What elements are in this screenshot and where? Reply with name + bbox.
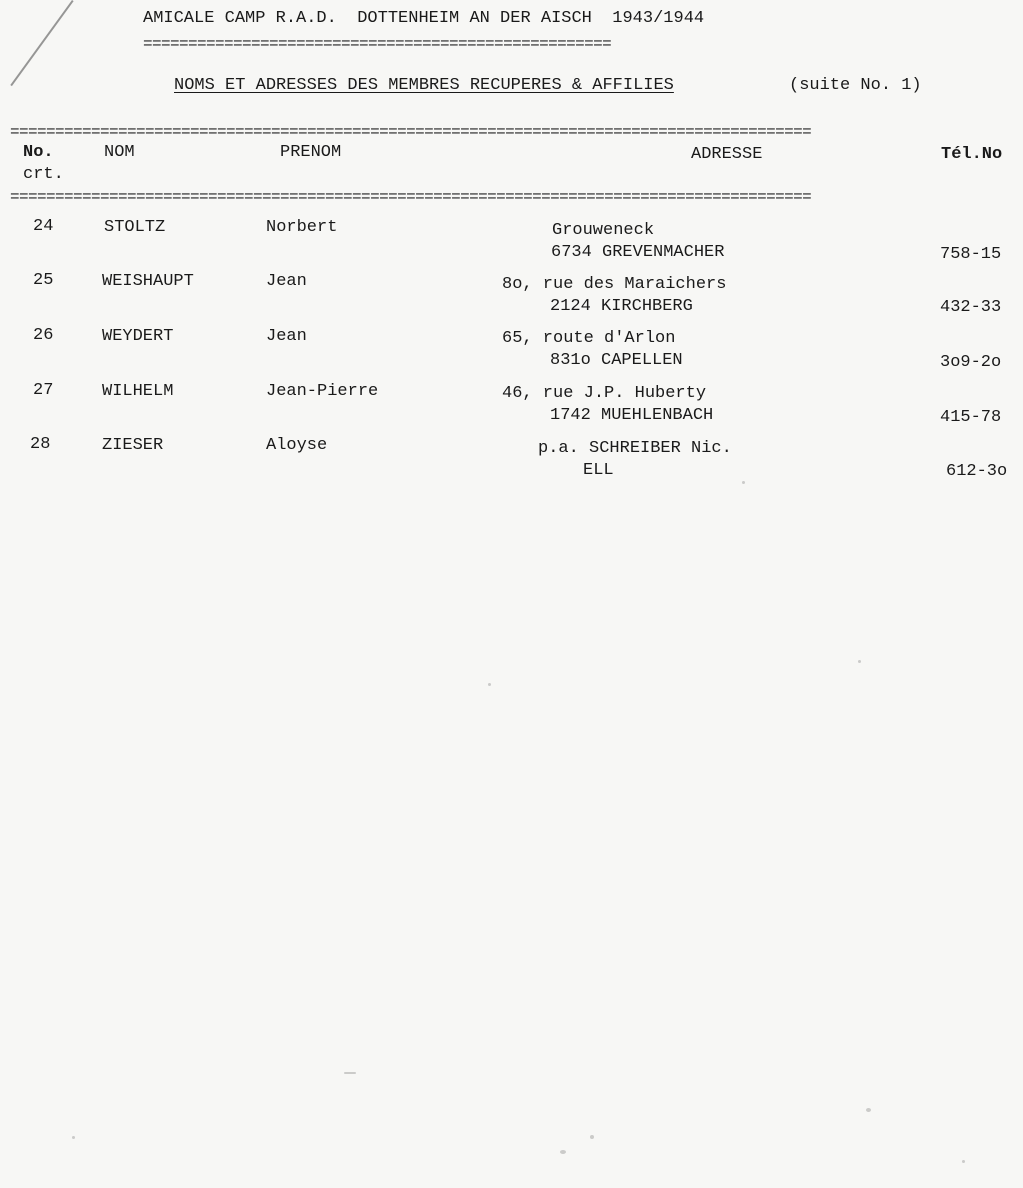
row-address-line2: 2124 KIRCHBERG	[550, 297, 693, 316]
row-number: 24	[33, 217, 54, 236]
scan-speck	[742, 481, 745, 484]
row-address-line2: ELL	[583, 461, 614, 480]
row-telephone: 3o9-2o	[940, 353, 1002, 372]
table-header-rule: =========================================================================================	[10, 188, 812, 206]
row-number: 26	[33, 326, 54, 345]
row-nom: ZIESER	[102, 436, 164, 455]
column-header-no-line2: crt.	[23, 165, 64, 184]
margin-pen-stroke	[10, 0, 73, 86]
row-address-line2: 6734 GREVENMACHER	[551, 243, 725, 262]
column-header-adresse: ADRESSE	[691, 145, 763, 164]
document-subtitle-suffix: (suite No. 1)	[789, 76, 922, 95]
column-header-prenom: PRENOM	[280, 143, 342, 162]
row-address-line1: p.a. SCHREIBER Nic.	[538, 439, 732, 458]
row-number: 28	[30, 435, 51, 454]
row-nom: WEYDERT	[102, 327, 174, 346]
row-address-line1: 8o, rue des Maraichers	[502, 275, 727, 294]
row-address-line2: 1742 MUEHLENBACH	[550, 406, 714, 425]
row-number: 25	[33, 271, 54, 290]
row-prenom: Jean	[266, 327, 307, 346]
row-nom: STOLTZ	[104, 218, 166, 237]
row-nom: WILHELM	[102, 382, 174, 401]
row-telephone: 415-78	[940, 408, 1002, 427]
row-number: 27	[33, 381, 54, 400]
scan-speck	[488, 683, 491, 686]
scan-speck	[866, 1108, 871, 1112]
column-header-no: No.	[23, 143, 54, 162]
row-prenom: Aloyse	[266, 436, 328, 455]
row-telephone: 612-3o	[946, 462, 1008, 481]
column-header-nom: NOM	[104, 143, 135, 162]
document-title: AMICALE CAMP R.A.D. DOTTENHEIM AN DER AISCH 1943/1944	[143, 9, 705, 28]
scan-speck	[590, 1135, 594, 1139]
scan-speck	[858, 660, 861, 663]
scan-speck	[560, 1150, 566, 1154]
row-prenom: Jean-Pierre	[266, 382, 379, 401]
document-subtitle: NOMS ET ADRESSES DES MEMBRES RECUPERES & AFFILIES	[174, 76, 674, 95]
row-telephone: 432-33	[940, 298, 1002, 317]
row-address-line1: Grouweneck	[552, 221, 655, 240]
row-nom: WEISHAUPT	[102, 272, 194, 291]
row-address-line1: 46, rue J.P. Huberty	[502, 384, 707, 403]
column-header-tel: Tél.No	[941, 145, 1003, 164]
row-address-line2: 831o CAPELLEN	[550, 351, 683, 370]
row-address-line1: 65, route d'Arlon	[502, 329, 676, 348]
row-telephone: 758-15	[940, 245, 1002, 264]
title-underline-rule: ====================================================	[143, 35, 612, 53]
row-prenom: Norbert	[266, 218, 338, 237]
scan-speck	[72, 1136, 75, 1139]
scan-speck	[344, 1072, 356, 1074]
table-top-rule: =========================================================================================	[10, 123, 812, 141]
scan-speck	[962, 1160, 965, 1163]
row-prenom: Jean	[266, 272, 307, 291]
